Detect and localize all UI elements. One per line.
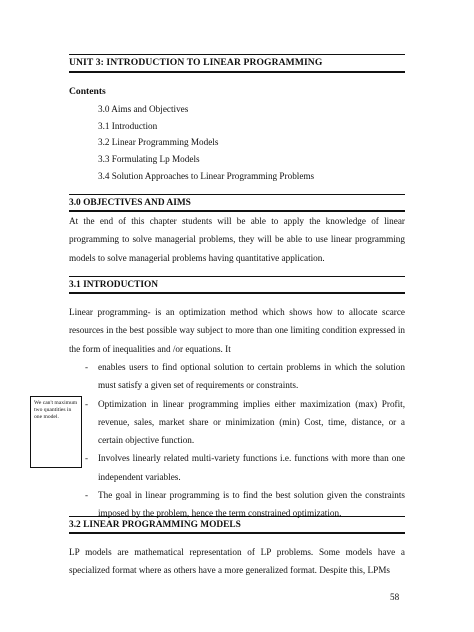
- bullet-marker: -: [85, 398, 89, 409]
- unit-title: UNIT 3: INTRODUCTION TO LINEAR PROGRAMMING: [69, 57, 405, 73]
- bullet-marker: -: [85, 453, 89, 464]
- objectives-paragraph: At the end of this chapter students will be able to apply the knowledge of linear programming to solve managerial problems, they will be able to use linear programming models to solve managerial problems having quantitative application.: [69, 216, 405, 263]
- list-item: - Involves linearly related multi-variety functions i.e. functions with more than one independent variables.: [85, 449, 405, 486]
- bullet-marker: -: [85, 362, 89, 372]
- list-item: - The goal in linear programming is to find the best solution given the constraints imposed by the problem, hence the term constrained optimization.: [85, 486, 405, 523]
- list-item: - Optimization in linear programming implies either maximization (max) Profit, revenue, sales, market share or minimization (min) Cost, time, distance, or a certain objective function.: [85, 395, 405, 450]
- section-heading-models: 3.2 LINEAR PROGRAMMING MODELS: [69, 516, 405, 534]
- section-heading-introduction: 3.1 INTRODUCTION: [69, 276, 405, 294]
- list-item: - enables users to find optional solution to certain problems in which the solution must satisfy a given set of requirements or constraints.: [85, 358, 405, 395]
- bullet-marker: -: [85, 490, 89, 501]
- contents-heading: Contents: [69, 86, 106, 97]
- contents-list: [98, 101, 398, 185]
- introduction-bullet-list: [85, 358, 405, 523]
- section-heading-objectives: 3.0 OBJECTIVES AND AIMS: [69, 194, 405, 212]
- contents-item: 3.0 Aims and Objectives: [98, 104, 189, 114]
- page-number: 58: [390, 592, 400, 602]
- margin-note-box: We can't maximum two quantities in one model.: [30, 396, 82, 468]
- introduction-paragraph: Linear programming- is an optimization method which shows how to allocate scarce resources in the best possible way subject to more than one limiting condition expressed in the form of inequalities and /or equations. It: [69, 307, 405, 354]
- contents-item: 3.3 Formulating Lp Models: [98, 154, 200, 165]
- contents-item: 3.1 Introduction: [98, 120, 158, 131]
- models-paragraph: LP models are mathematical representation of LP problems. Some models have a specialized format where as others have a more generalized format. Despite this, LPMs: [69, 547, 405, 576]
- contents-item: 3.2 Linear Programming Models: [98, 137, 219, 148]
- contents-item: 3.4 Solution Approaches to Linear Programming Problems: [98, 170, 315, 181]
